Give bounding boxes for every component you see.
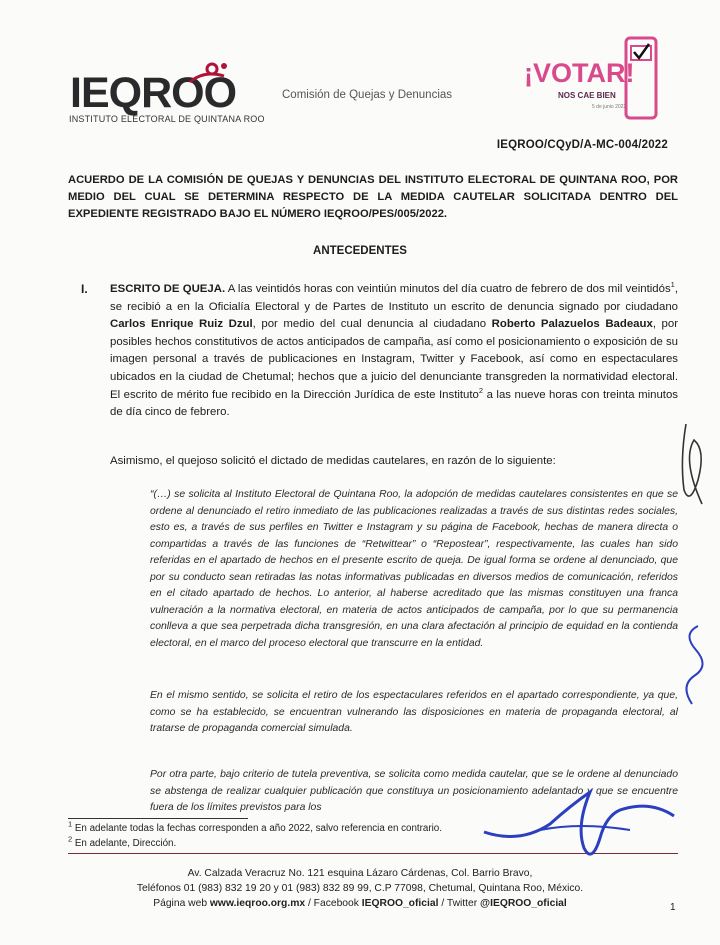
footer-divider	[68, 853, 678, 854]
footnote-text: En adelante todas la fechas corresponden a año 2022, salvo referencia en contrario.	[72, 823, 442, 834]
item-paragraph	[110, 281, 678, 422]
footer-web-label: Página web	[153, 898, 210, 909]
item-lead: ESCRITO DE QUEJA.	[110, 283, 226, 295]
logo-accent-icon	[186, 60, 232, 92]
footnote-mark-2: 2	[478, 385, 484, 395]
respondent-name: Roberto Palazuelos Badeaux	[491, 318, 653, 331]
item-text-a: A las veintidós horas con veintiún minutos del día cuatro de febrero de dos mil veintidós	[225, 283, 671, 295]
footnote-text: En adelante, Dirección.	[72, 838, 177, 849]
footer-address: Av. Calzada Veracruz No. 121 esquina Lázaro Cárdenas, Col. Barrio Bravo,	[187, 868, 533, 879]
footer-sep-1: / Facebook	[305, 898, 362, 909]
page-number: 1	[670, 902, 676, 913]
footnote	[68, 819, 442, 834]
quote-paragraph: En el mismo sentido, se solicita el retiro de los espectaculares referidos en el apartado correspondiente, ya que, como se ha establecido, se encuentran vulnerando las disposiciones en materia de propaganda electoral, al tratarse de propaganda comercial simulada.	[150, 690, 678, 734]
logo-subtitle: INSTITUTO ELECTORAL DE QUINTANA ROO	[69, 114, 265, 124]
footnote-number: 1	[68, 819, 73, 829]
section-title: ANTECEDENTES	[313, 245, 407, 257]
item-text-e: a las nueve horas con treinta minutos de día cinco de febrero.	[110, 388, 678, 419]
votar-date-text: 5 de junio 2022	[592, 104, 627, 110]
footnote-number: 2	[68, 834, 73, 844]
quote-paragraph: “(…) se solicita al Instituto Electoral de Quintana Roo, la adopción de medidas cautelares consistentes en que se ordene al denunciado el retiro inmediato de las publicaciones realizadas a través de sus distintas redes sociales, esto es, a través de sus perfiles en Twitter e Instagram y su página de Facebook, hechas de manera directa o compartidas a través de las funciones de “Retwittear” o “Repostear”, respectivamente, las cuales han sido referidas en el apartado de hechos en el presente escrito de queja. De igual forma se ordene al denunciado, que por su conducto sean retiradas las notas informativas publicadas en diversos medios de comunicación, referidos en el citado apartado de hechos. Lo anterior, al haberse acreditado que las mismas constituyen una franca vulneración a la normativa electoral, en materia de actos anticipados de campaña, por lo que su permanencia conlleva a que sea perpetrada dicha transgresión, en una clara afectación al principio de equidad en la contienda electoral, en el marco del proceso electoral que transcurre en la entidad.	[150, 489, 678, 649]
item-text-b: , se recibió a en la Oficialía Electoral y de Partes de Instituto un escrito de denuncia signado por ciudadano	[110, 283, 678, 313]
document-title: ACUERDO DE LA COMISIÓN DE QUEJAS Y DENUNCIAS DEL INSTITUTO ELECTORAL DE QUINTANA ROO, POR MEDIO DEL CUAL SE DETERMINA RESPECTO DE LA MEDIDA CAUTELAR SOLICITADA DENTRO DEL EXPEDIENTE REGISTRADO BAJO EL NÚMERO IEQROO/PES/005/2022.	[68, 174, 678, 220]
footer-phones: Teléfonos 01 (983) 832 19 20 y 01 (983) 832 89 99, C.P 77098, Chetumal, Quintana Roo, México.	[136, 883, 584, 894]
footer-twitter-link[interactable]: @IEQROO_oficial	[480, 898, 567, 909]
votar-campaign-logo	[518, 36, 668, 126]
logo-text: IEQROO	[70, 69, 237, 117]
footer-facebook-link[interactable]: IEQROO_oficial	[361, 898, 439, 909]
footnote-divider	[68, 818, 248, 819]
signature-rubric-middle	[676, 620, 716, 710]
asimismo-text-b: en razón de lo siguiente:	[431, 455, 556, 467]
quote-paragraph: Por otra parte, bajo criterio de tutela preventiva, se solicita como medida cautelar, que se le ordene al denunciado se abstenga de realizar cualquier publicación que constituya un posicionamiento adelantado y que se encuentre fuera de los límites previstos para los	[150, 769, 678, 813]
signature-rubric-top	[672, 420, 712, 510]
votar-sub-text: NOS CAE BIEN	[558, 91, 616, 100]
document-reference: IEQROO/CQyD/A-MC-004/2022	[496, 139, 668, 151]
votar-text: ¡VOTAR!	[524, 58, 635, 88]
footer-sep-2: / Twitter	[438, 898, 481, 909]
item-text-c: , por medio del cual denuncia al ciudadano	[252, 318, 492, 331]
asimismo-paragraph	[110, 453, 670, 469]
commission-name: Comisión de Quejas y Denuncias	[282, 89, 453, 101]
footnote	[68, 834, 177, 849]
footnote-mark-1: 1	[670, 280, 675, 290]
item-text-d: , por posibles hechos constitutivos de actos anticipados de campaña, así como el posicionamiento o exposición de su imagen personal a través de publicaciones en Instagram, Twitter y Facebook, así como en espectaculares ubicados en la ciudad de Chetumal; hechos que a juicio del denunciante transgreden la normatividad electoral. El escrito de mérito fue recibido en la Dirección Jurídica de este Instituto	[110, 318, 679, 401]
footer-web-link[interactable]: www.ieqroo.org.mx	[209, 898, 306, 909]
complainant-name: Carlos Enrique Ruiz Dzul	[110, 318, 253, 331]
asimismo-text-a: Asimismo, el quejoso solicitó el dictado de medidas cautelares,	[110, 455, 432, 467]
footer-contact	[0, 896, 720, 912]
item-numeral: I.	[81, 282, 88, 296]
